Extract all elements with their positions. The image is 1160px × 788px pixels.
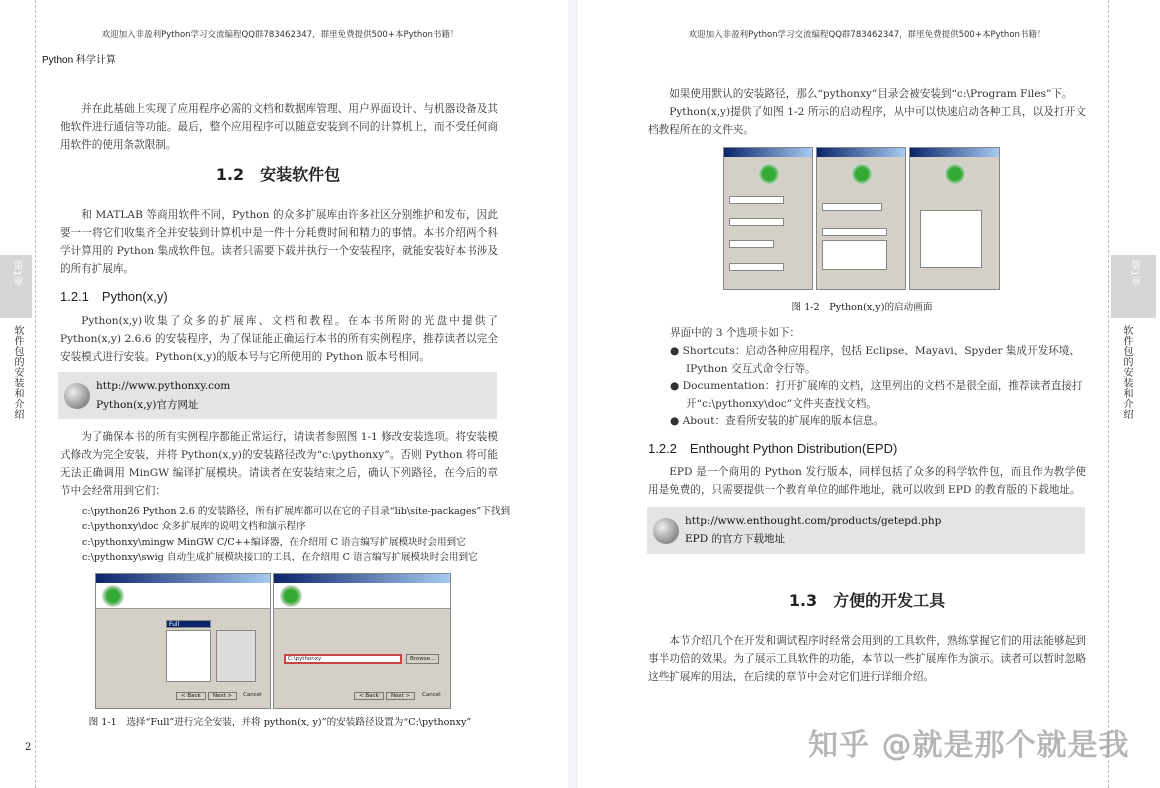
left-page-margin-line — [35, 0, 36, 788]
bullet-item: ● About：查看所安装的扩展库的版本信息。 — [670, 415, 885, 427]
globe-icon — [64, 383, 90, 409]
paragraph: Python(x,y)收集了众多的扩展库、文档和教程。在本书所附的光盘中提供了 Python(x,y) 2.6.6 的安装程序，为了保证能正确运行本书的所有实例程序，推荐读者以完全安装模式进行安装。Python(x,y)的版本号与它所使用的 Python 版本号相同。 — [60, 315, 498, 363]
page-gutter — [568, 0, 578, 788]
chapter-tab[interactable] — [1111, 255, 1156, 318]
paragraph: 为了确保本书的所有实例程序都能正常运行，请读者参照图 1-1 修改安装选项。将安装模式修改为完全安装，并将 Python(x,y)的安装路径改为“c:\pythonxy”。否则 Python 将可能无法正确调用 MinGW 编译扩展模块。请读者在安装结束之后，确认下列路径，在今后的章节中会经常用到它们： — [60, 431, 498, 497]
install-path-input: C:\pythonxy — [284, 654, 402, 664]
header-banner: 欢迎加入非盈利Python学习交流编程QQ群783462347，群里免费提供500+本Python书籍！ — [688, 30, 1046, 40]
chapter-title-vertical: 软件包的安装和介绍 — [1121, 325, 1132, 420]
bullet-item: ● Shortcuts：启动各种应用程序，包括 Eclipse、Mayavi、Spyder 集成开发环境、IPython 交互式命令行等。 — [670, 345, 1080, 375]
browse-button: Browse... — [406, 654, 439, 664]
pythonxy-logo — [102, 585, 124, 607]
paragraph: 如果使用默认的安装路径，那么“pythonxy”目录会被安装到“c:\Program Files”下。 — [669, 88, 1073, 100]
header-banner: 欢迎加入非盈利Python学习交流编程QQ群783462347，群里免费提供500+本Python书籍！ — [101, 30, 459, 40]
right-page-margin-line — [1108, 0, 1109, 788]
path-list — [82, 504, 510, 565]
next-button: Next > — [208, 692, 237, 700]
pythonxy-logo — [280, 585, 302, 607]
paragraph: Python(x,y)提供了如图 1-2 所示的启动程序，从中可以快速启动各种工具，以及打开文档教程所在的文件夹。 — [648, 106, 1086, 136]
back-button: < Back — [176, 692, 206, 700]
paragraph: 本节介绍几个在开发和调试程序时经常会用到的工具软件，熟练掌握它们的用法能够起到事半功倍的效果。为了展示工具软件的功能，本节以一些扩展库作为演示。读者可以暂时忽略这些扩展库的用法，在后续的章节中会对它们进行详细介绍。 — [648, 635, 1086, 683]
title-bar — [96, 574, 270, 583]
launcher-window-shortcuts — [723, 147, 813, 290]
link-description: EPD 的官方下载地址 — [685, 533, 785, 545]
path-item: c:\pythonxy\doc 众多扩展库的说明文档和演示程序 — [82, 521, 306, 533]
launcher-window-documentation — [816, 147, 906, 290]
setup-window-location — [273, 573, 451, 709]
paragraph: 并在此基础上实现了应用程序必需的文档和数据库管理、用户界面设计、与机器设备及其他软件进行通信等功能。最后，整个应用程序可以随意安装到不同的计算机上，而不受任何商用软件的使用条款限制。 — [60, 103, 498, 151]
link-description: Python(x,y)官方网址 — [96, 399, 199, 411]
figure-caption: 图 1-1 选择“Full”进行完全安装，并将 python(x, y)”的安装路径设置为“C:\pythonxy” — [88, 717, 472, 728]
paragraph: EPD 是一个商用的 Python 发行版本，同样包括了众多的科学软件包，而且作为教学使用是免费的，只需要提供一个教育单位的邮件地址，就可以收到 EPD 的教育版的下载地址。 — [648, 466, 1086, 496]
cancel-button: Cancel — [422, 692, 441, 698]
cancel-button: Cancel — [243, 692, 262, 698]
bullet-item: ● Documentation：打开扩展库的文档，这里列出的文档不是很全面，推荐读者直接打开“c:\pythonxy\doc”文件夹查找文档。 — [670, 380, 1083, 410]
link-url[interactable]: http://www.pythonxy.com — [96, 380, 231, 392]
figure-caption: 图 1-2 Python(x,y)的启动画面 — [791, 302, 933, 313]
chapter-label: 第1章 — [11, 260, 22, 287]
components-tree — [166, 630, 211, 682]
subsection-heading: 1.2.2 Enthought Python Distribution(EPD) — [648, 441, 898, 456]
watermark: 知乎 @就是那个就是我 — [808, 728, 1130, 763]
section-heading: 1.3 方便的开发工具 — [788, 591, 946, 610]
subsection-heading: 1.2.1 Python(x,y) — [60, 289, 168, 304]
path-item: c:\python26 Python 2.6 的安装路径，所有扩展库都可以在它的子目录“lib\site-packages”下找到 — [82, 506, 511, 517]
title-bar — [274, 574, 450, 583]
section-heading: 1.2 安装软件包 — [215, 165, 341, 184]
pythonxy-logo — [851, 163, 873, 185]
chapter-tab[interactable] — [0, 255, 32, 318]
launcher-window-about — [909, 147, 1000, 290]
chapter-label: 第1章 — [1128, 260, 1140, 287]
path-item: c:\pythonxy\mingw MinGW C/C++编译器，在介绍用 C 语言编写扩展模块时会用到它 — [82, 536, 466, 548]
next-button: Next > — [386, 692, 415, 700]
setup-window-components — [95, 573, 271, 709]
pythonxy-logo — [758, 163, 780, 185]
page-number: 2 — [25, 742, 32, 753]
tabs-intro: 界面中的 3 个选项卡如下： — [670, 327, 801, 339]
pythonxy-logo — [944, 163, 966, 185]
link-box — [647, 507, 1085, 554]
running-head: Python 科学计算 — [42, 55, 116, 66]
chapter-title-vertical: 软件包的安装和介绍 — [12, 325, 23, 420]
path-item: c:\pythonxy\swig 自动生成扩展模块接口的工具，在介绍用 C 语言编写扩展模块时会用到它 — [82, 551, 478, 563]
link-url[interactable]: http://www.enthought.com/products/getepd.php — [685, 515, 942, 527]
bullet-list — [670, 343, 1085, 431]
paragraph: 和 MATLAB 等商用软件不同，Python 的众多扩展库由许多社区分别维护和发布，因此要一一将它们收集齐全并安装到计算机中是一件十分耗费时间和精力的事情。本书介绍两个科学计算用的 Python 集成软件包。读者只需要下载并执行一个安装程序，就能安装好本书涉及的所有扩展库。 — [60, 209, 498, 275]
back-button: < Back — [354, 692, 384, 700]
install-type-select: Full — [166, 620, 211, 628]
link-box — [58, 372, 497, 419]
globe-icon — [653, 518, 679, 544]
